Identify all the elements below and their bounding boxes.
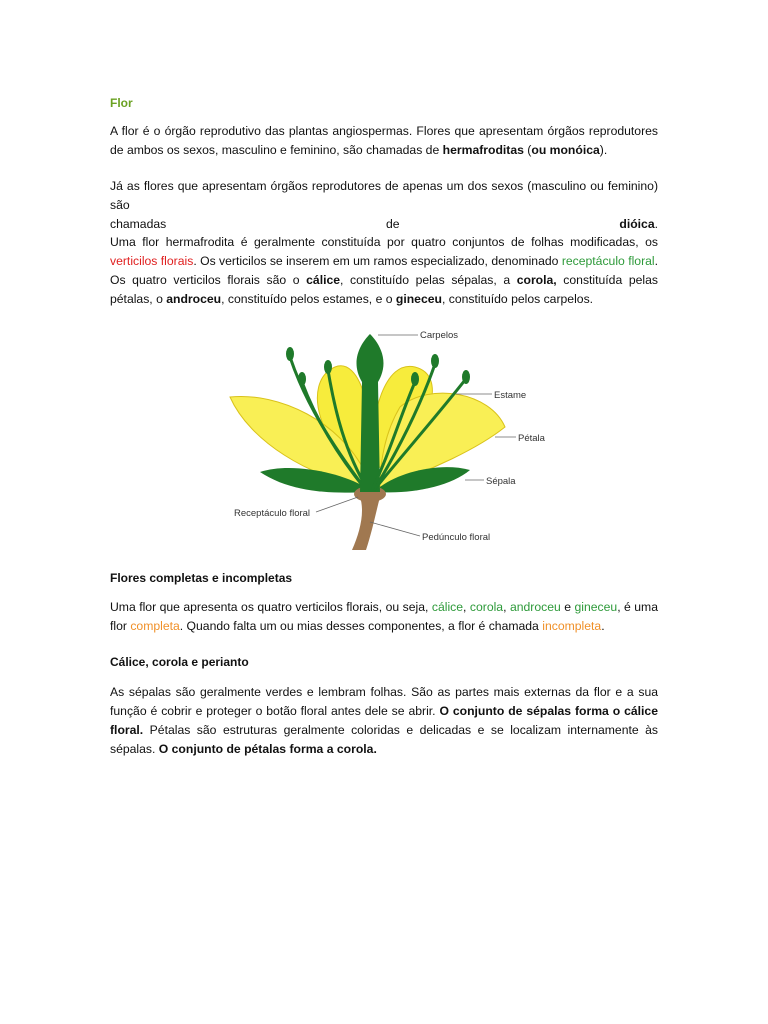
term-verticilos-florais: verticilos florais — [110, 254, 194, 268]
term-completa: completa — [130, 619, 180, 633]
term-hermafroditas: hermafroditas — [442, 143, 524, 157]
label-pedunculo: Pedúnculo floral — [422, 532, 491, 543]
term-gineceu: gineceu — [395, 292, 442, 306]
flower-diagram-svg — [220, 322, 550, 554]
label-sepala: Sépala — [486, 476, 516, 487]
term-incompleta: incompleta — [542, 619, 602, 633]
heading-flores-completas: Flores completas e incompletas — [110, 571, 293, 585]
label-estame: Estame — [494, 390, 527, 401]
term-androceu: androceu — [166, 292, 222, 306]
section-title-flor: Flor — [110, 96, 133, 110]
paragraph-verticilos: Uma flor hermafrodita é geralmente constituída por quatro conjuntos de folhas modificadas, os verticilos florais. Os verticilos se inserem em um ramos especializado, denominado receptáculo floral. Os quatro verticilos florais são o cálice, constituído pelas sépalas, a corola, constituída pelas pétalas, o androceu, constituído pelos estames, e o gineceu, constituído pelos carpelos. — [110, 235, 659, 306]
label-petala: Pétala — [518, 433, 545, 444]
paragraph-dioica: Já as flores que apresentam órgãos reprodutores de apenas um dos sexos (masculino ou feminino) são chamadas de dióica. — [110, 179, 658, 231]
paragraph-completa: Uma flor que apresenta os quatro verticilos florais, ou seja, cálice, corola, androceu e gineceu, é uma flor completa. Quando falta um ou mias desses componentes, a flor é chamada incompleta. — [110, 600, 658, 633]
term-calice: cálice — [306, 273, 341, 287]
flower-diagram — [220, 322, 550, 554]
heading-calice-corola: Cálice, corola e perianto — [110, 655, 249, 669]
term-receptaculo-floral: receptáculo floral — [561, 254, 655, 268]
label-carpelos: Carpelos — [420, 330, 459, 341]
paragraph-sepalas: As sépalas são geralmente verdes e lembram folhas. São as partes mais externas da flor e a sua função é cobrir e proteger o botão floral antes dele se abrir. O conjunto de sépalas forma o cálice floral. Pétalas são estruturas geralmente coloridas e delicadas e se localizam internamente às sépalas. O conjunto de pétalas forma a corola. — [110, 685, 658, 756]
label-receptaculo: Receptáculo floral — [234, 508, 311, 519]
term-monoica: ou monóica — [531, 143, 600, 157]
term-corola: corola, — [516, 273, 557, 287]
paragraph-hermafroditas: A flor é o órgão reprodutivo das plantas angiospermas. Flores que apresentam órgãos reprodutores de ambos os sexos, masculino e feminino, são chamadas de hermafroditas (ou monóica). — [110, 124, 658, 157]
term-dioica: dióica — [619, 217, 655, 231]
